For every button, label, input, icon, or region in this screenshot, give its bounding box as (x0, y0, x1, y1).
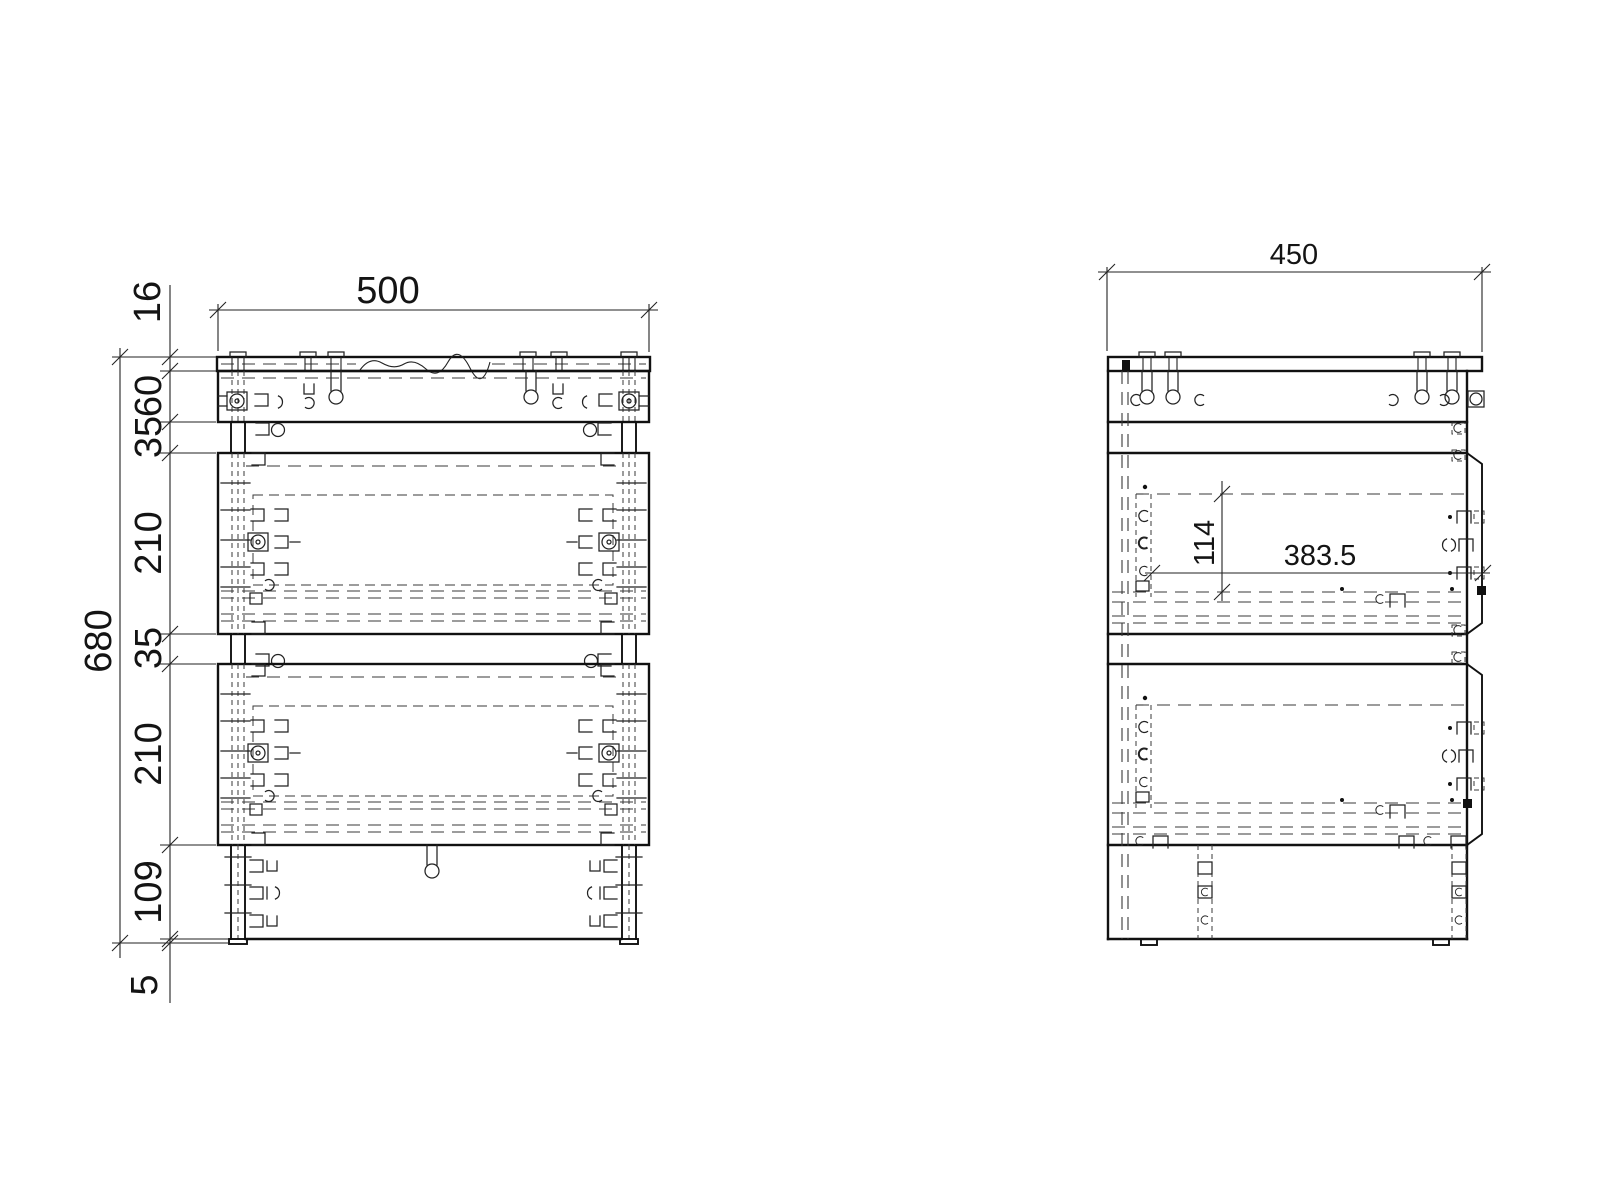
dim-label-210b: 210 (128, 722, 170, 786)
dim-label-680: 680 (78, 609, 120, 673)
dim-label-60: 60 (128, 374, 170, 418)
dim-label-16: 16 (127, 280, 169, 324)
dim-label-front-width: 500 (356, 270, 420, 312)
dim-label-383-5: 383.5 (1283, 540, 1357, 572)
back-panel-section-mark (1122, 360, 1130, 370)
dim-label-side-depth: 450 (1269, 239, 1319, 271)
dim-label-210a: 210 (128, 511, 170, 575)
dim-label-5: 5 (124, 974, 166, 996)
dim-label-35b: 35 (128, 626, 170, 670)
dim-label-109: 109 (128, 860, 170, 924)
dim-label-35a: 35 (128, 415, 170, 459)
dim-label-114: 114 (1189, 519, 1221, 567)
slide-front-mark (1463, 799, 1472, 808)
